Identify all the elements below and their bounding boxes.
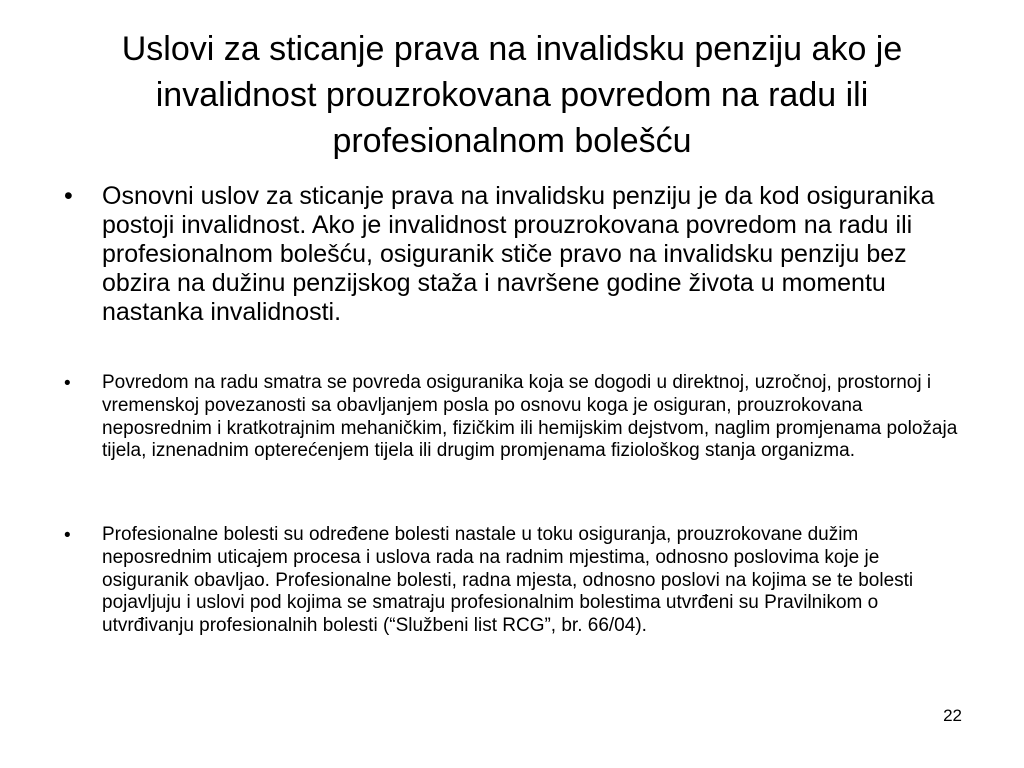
bullet-marker: • [64,182,73,210]
page-number: 22 [943,706,962,725]
slide-title: Uslovi za sticanje prava na invalidsku penziju ako je invalidnost prouzrokovana povredom na radu ili profesionalnom bolešću [121,30,903,160]
bullet-text: Osnovni uslov za sticanje prava na invalidsku penziju je da kod osiguranika postoji invalidnost. Ako je invalidnost prouzrokovana povredom na radu ili profesionalnom bolešću, osiguranik stiče pravo na invalidsku penziju bez obzira na dužinu penzijskog staža i navršene godine života u momentu nastanka invalidnosti. [102,182,935,326]
bullet-marker: • [64,373,71,394]
bullet-text: Profesionalne bolesti su određene bolesti nastale u toku osiguranja, prouzrokovane dužim neposrednim uticajem procesa i uslova rada na radnim mjestima, odnosno poslovima koje je osiguranik obavljao. Profesionalne bolesti, radna mjesta, odnosno poslovi na kojima se te bolesti pojavljuju i uslovi pod kojima se smatraju profesionalnim bolestima utvrđeni su Pravilnikom o utvrđivanju profesionalnih bolesti (“Službeni list RCG”, br. 66/04). [102,524,914,637]
bullet-text: Povredom na radu smatra se povreda osiguranika koja se dogodi u direktnoj, uzročnoj, prostornoj i vremenskoj povezanosti sa obavljanjem posla po osnovu koga je osiguran, prouzrokovana neposrednim i kratkotrajnim mehaničkim, fizičkim ili hemijskim dejstvom, naglim promjenama položaja tijela, iznenadnim opterećenjem tijela ili drugim promjenama fiziološkog stanja organizma. [102,372,958,462]
bullet-marker: • [64,525,71,546]
